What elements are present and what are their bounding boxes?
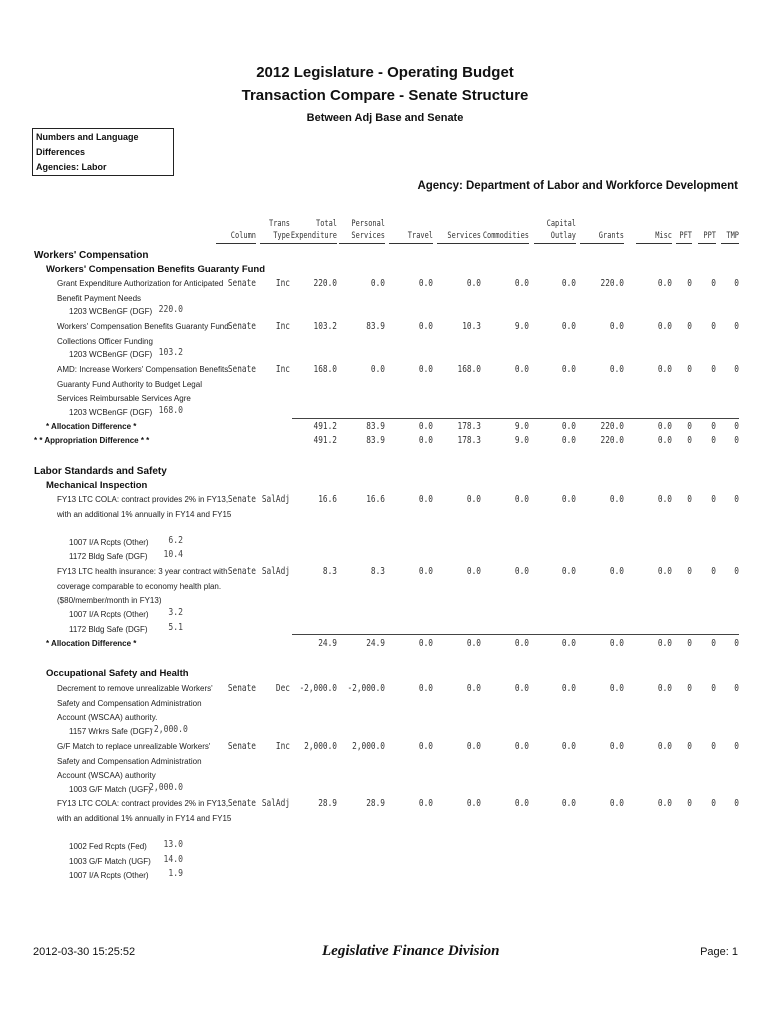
- column-header-top: Trans: [269, 219, 290, 229]
- allocation-difference-value: 0: [711, 638, 716, 649]
- transaction-value: Dec: [275, 683, 290, 694]
- fund-source: 1203 WCBenGF (DGF): [69, 350, 153, 359]
- transaction-value: 0.0: [466, 566, 481, 577]
- column-header-top: [575, 218, 624, 230]
- column-header-underline: [389, 243, 433, 244]
- allocation-difference-value: 24.9: [366, 638, 385, 649]
- info-box-line: Agencies: Labor: [36, 162, 107, 172]
- transaction-value: 0.0: [418, 494, 433, 505]
- column-header: [288, 218, 337, 242]
- column-header-label: Services: [447, 231, 481, 241]
- allocation-difference-value: 0.0: [561, 638, 576, 649]
- transaction-value: 0.0: [657, 798, 672, 809]
- fund-amount: 2,000.0: [149, 782, 184, 793]
- transaction-description: FY13 LTC COLA: contract provides 2% in FY13, with an additional 1% annually in FY14 and FY15: [57, 799, 232, 823]
- transaction-value: 0.0: [561, 798, 576, 809]
- column-header-top: [690, 218, 739, 230]
- column-header-top: Capital: [546, 219, 576, 229]
- appropriation-difference-value: 9.0: [514, 435, 529, 446]
- transaction-value: 220.0: [600, 278, 624, 289]
- transaction-description: FY13 LTC COLA: contract provides 2% in FY13, with an additional 1% annually in FY14 and FY15: [57, 495, 232, 519]
- allocation-difference-value: 0: [687, 421, 692, 432]
- transaction-description: G/F Match to replace unrealizable Workers' Safety and Compensation Administration Account (WSCAA) authority: [57, 742, 211, 780]
- transaction-value: 0: [711, 741, 716, 752]
- transaction-value: 0: [687, 683, 692, 694]
- transaction-value: 0: [711, 494, 716, 505]
- appropriation-difference-value: 0: [711, 435, 716, 446]
- transaction-value: 0: [734, 566, 739, 577]
- allocation-difference-value: 0.0: [657, 638, 672, 649]
- column-header-underline: [260, 243, 290, 244]
- transaction-value: 0.0: [561, 321, 576, 332]
- column-header-label: Grants: [598, 231, 624, 241]
- transaction-value: 0.0: [466, 741, 481, 752]
- transaction-value: 0.0: [657, 494, 672, 505]
- transaction-value: Senate: [227, 278, 256, 289]
- fund-source: 1003 G/F Match (UGF): [69, 785, 151, 794]
- transaction-value: 8.3: [322, 566, 337, 577]
- transaction-value: 0.0: [657, 364, 672, 375]
- transaction-value: 0.0: [609, 683, 624, 694]
- fund-amount: 168.0: [158, 405, 183, 416]
- column-header-underline: [289, 243, 337, 244]
- column-header-label: Expenditure: [290, 231, 337, 241]
- column-header-top: [432, 218, 481, 230]
- transaction-value: 103.2: [313, 321, 337, 332]
- transaction-value: 0.0: [514, 364, 529, 375]
- transaction-value: 0: [734, 278, 739, 289]
- allocation-difference-value: 0: [734, 421, 739, 432]
- allocation-difference-label: * Allocation Difference *: [46, 422, 137, 431]
- transaction-value: 0.0: [370, 364, 385, 375]
- info-box-line: Numbers and Language: [36, 132, 139, 142]
- transaction-value: 0.0: [561, 741, 576, 752]
- transaction-value: 0.0: [418, 278, 433, 289]
- transaction-value: 0.0: [657, 566, 672, 577]
- appropriation-difference-value: 0.0: [418, 435, 433, 446]
- fund-amount: -2,000.0: [149, 724, 188, 735]
- transaction-value: 8.3: [370, 566, 385, 577]
- fund-amount: 13.0: [163, 839, 183, 850]
- footer-page-number: Page: 1: [700, 946, 738, 958]
- transaction-value: 0.0: [514, 741, 529, 752]
- appropriation-difference-value: 0: [687, 435, 692, 446]
- allocation-difference-value: 0.0: [609, 638, 624, 649]
- appropriation-difference-value: 83.9: [366, 435, 385, 446]
- fund-amount: 3.2: [168, 607, 183, 618]
- report-comparison: Between Adj Base and Senate: [306, 112, 464, 124]
- fund-amount: 220.0: [158, 304, 183, 315]
- info-box: [32, 128, 174, 176]
- column-header: [527, 218, 576, 242]
- transaction-value: 0.0: [657, 321, 672, 332]
- transaction-value: 0: [734, 798, 739, 809]
- column-header-label: TMP: [726, 231, 739, 241]
- section-title: Labor Standards and Safety: [34, 466, 167, 477]
- column-header-underline: [216, 243, 256, 244]
- agency-title: Agency: Department of Labor and Workforce Development: [417, 180, 738, 192]
- column-header-label: Outlay: [550, 231, 576, 241]
- transaction-value: 0.0: [418, 566, 433, 577]
- appropriation-difference-value: 0.0: [657, 435, 672, 446]
- transaction-value: 0: [711, 364, 716, 375]
- column-header: [384, 218, 433, 242]
- fund-source: 1003 G/F Match (UGF): [69, 857, 151, 866]
- appropriation-difference-value: 220.0: [600, 435, 624, 446]
- column-header-label: Commodities: [482, 231, 529, 241]
- column-header-top: [480, 218, 529, 230]
- transaction-value: 0.0: [514, 278, 529, 289]
- transaction-value: 0.0: [370, 278, 385, 289]
- transaction-value: 168.0: [457, 364, 481, 375]
- transaction-value: SalAdj: [261, 798, 290, 809]
- footer-timestamp: 2012-03-30 15:25:52: [33, 946, 136, 958]
- transaction-value: 0: [711, 321, 716, 332]
- fund-amount: 103.2: [158, 347, 183, 358]
- transaction-value: Senate: [227, 798, 256, 809]
- transaction-value: 0: [687, 321, 692, 332]
- transaction-value: 0.0: [466, 798, 481, 809]
- transaction-value: 0.0: [561, 494, 576, 505]
- fund-amount: 6.2: [168, 535, 183, 546]
- fund-source: 1002 Fed Rcpts (Fed): [69, 842, 147, 851]
- transaction-value: 0.0: [514, 566, 529, 577]
- transaction-value: 0: [734, 741, 739, 752]
- transaction-value: 0: [687, 364, 692, 375]
- transaction-description: AMD: Increase Workers' Compensation Benefits Guaranty Fund Authority to Budget Legal Services Reimbursable Services Agre: [57, 365, 229, 403]
- fund-source: 1172 Bldg Safe (DGF): [69, 625, 148, 634]
- column-header-underline: [721, 243, 739, 244]
- report-subtitle: Transaction Compare - Senate Structure: [241, 87, 529, 104]
- allocation-difference-value: 491.2: [313, 421, 337, 432]
- transaction-value: 220.0: [313, 278, 337, 289]
- allocation-difference-value: 83.9: [366, 421, 385, 432]
- column-header-label: Travel: [407, 231, 433, 241]
- transaction-value: 9.0: [514, 321, 529, 332]
- column-header: [575, 218, 624, 242]
- transaction-value: 0.0: [418, 321, 433, 332]
- transaction-value: 0: [711, 798, 716, 809]
- transaction-value: 0.0: [466, 494, 481, 505]
- transaction-value: Inc: [275, 741, 290, 752]
- transaction-value: 0: [711, 278, 716, 289]
- column-header-label: Misc: [655, 231, 672, 241]
- transaction-value: 0: [687, 494, 692, 505]
- transaction-description: Grant Expenditure Authorization for Anticipated Benefit Payment Needs: [57, 279, 224, 303]
- transaction-value: 28.9: [366, 798, 385, 809]
- transaction-value: 0.0: [418, 798, 433, 809]
- transaction-value: Inc: [275, 321, 290, 332]
- appropriation-difference-value: 178.3: [457, 435, 481, 446]
- column-header: [336, 218, 385, 242]
- column-header-underline: [437, 243, 481, 244]
- column-header-label: Services: [351, 231, 385, 241]
- transaction-value: SalAdj: [261, 494, 290, 505]
- transaction-value: 0.0: [418, 364, 433, 375]
- transaction-value: 16.6: [318, 494, 337, 505]
- transaction-value: 0.0: [514, 683, 529, 694]
- allocation-difference-value: 178.3: [457, 421, 481, 432]
- transaction-value: 0: [734, 683, 739, 694]
- transaction-value: 0.0: [514, 798, 529, 809]
- fund-source: 1203 WCBenGF (DGF): [69, 408, 153, 417]
- transaction-value: 0: [734, 494, 739, 505]
- transaction-value: 0: [687, 566, 692, 577]
- column-header-label: Type: [273, 231, 290, 241]
- column-header-top: Personal: [351, 219, 385, 229]
- fund-source: 1157 Wrkrs Safe (DGF): [69, 727, 153, 736]
- fund-source: 1172 Bldg Safe (DGF): [69, 552, 148, 561]
- column-header-underline: [636, 243, 672, 244]
- transaction-value: 0.0: [657, 683, 672, 694]
- fund-source: 1203 WCBenGF (DGF): [69, 307, 153, 316]
- component-title: Occupational Safety and Health: [46, 668, 189, 679]
- transaction-value: 0.0: [657, 741, 672, 752]
- subtotal-rule: [292, 418, 739, 419]
- transaction-value: 0: [711, 566, 716, 577]
- transaction-value: Senate: [227, 566, 256, 577]
- allocation-difference-value: 0: [711, 421, 716, 432]
- transaction-value: 0: [711, 683, 716, 694]
- column-header-underline: [534, 243, 576, 244]
- transaction-value: Senate: [227, 494, 256, 505]
- transaction-value: 0.0: [609, 741, 624, 752]
- transaction-value: 0.0: [466, 278, 481, 289]
- transaction-value: 10.3: [462, 321, 481, 332]
- fund-source: 1007 I/A Rcpts (Other): [69, 610, 149, 619]
- report-title: 2012 Legislature - Operating Budget: [256, 64, 514, 81]
- transaction-value: 16.6: [366, 494, 385, 505]
- section-title: Workers' Compensation: [34, 250, 149, 261]
- transaction-value: 0: [734, 321, 739, 332]
- column-header-underline: [580, 243, 624, 244]
- transaction-value: Senate: [227, 321, 256, 332]
- transaction-value: SalAdj: [261, 566, 290, 577]
- transaction-value: 2,000.0: [352, 741, 385, 752]
- transaction-value: 2,000.0: [304, 741, 337, 752]
- column-header-underline: [479, 243, 529, 244]
- appropriation-difference-label: * * Appropriation Difference * *: [34, 436, 150, 445]
- transaction-value: 0.0: [514, 494, 529, 505]
- component-title: Mechanical Inspection: [46, 480, 148, 491]
- allocation-difference-value: 0: [734, 638, 739, 649]
- transaction-description: Decrement to remove unrealizable Workers' Safety and Compensation Administration Account (WSCAA) authority.: [57, 684, 213, 722]
- allocation-difference-value: 0.0: [657, 421, 672, 432]
- column-header-underline: [698, 243, 716, 244]
- fund-source: 1007 I/A Rcpts (Other): [69, 871, 149, 880]
- transaction-value: 0.0: [609, 321, 624, 332]
- transaction-value: 0.0: [418, 683, 433, 694]
- transaction-value: 28.9: [318, 798, 337, 809]
- column-header: [241, 218, 290, 242]
- column-header-label: Column: [230, 231, 256, 241]
- fund-amount: 1.9: [168, 868, 183, 879]
- fund-amount: 14.0: [163, 854, 183, 865]
- transaction-value: -2,000.0: [347, 683, 385, 694]
- subtotal-rule: [292, 634, 739, 635]
- transaction-value: Inc: [275, 364, 290, 375]
- transaction-value: Senate: [227, 364, 256, 375]
- footer-division: Legislative Finance Division: [322, 943, 500, 959]
- transaction-value: 0.0: [418, 741, 433, 752]
- allocation-difference-value: 0.0: [466, 638, 481, 649]
- column-header-underline: [676, 243, 692, 244]
- transaction-value: 0.0: [609, 798, 624, 809]
- allocation-difference-value: 9.0: [514, 421, 529, 432]
- transaction-value: 0.0: [561, 566, 576, 577]
- transaction-value: 0.0: [561, 364, 576, 375]
- allocation-difference-value: 0.0: [561, 421, 576, 432]
- column-header: [690, 218, 739, 242]
- allocation-difference-label: * Allocation Difference *: [46, 639, 137, 648]
- allocation-difference-value: 24.9: [318, 638, 337, 649]
- allocation-difference-value: 0: [687, 638, 692, 649]
- transaction-value: 0.0: [609, 566, 624, 577]
- transaction-value: 0.0: [657, 278, 672, 289]
- component-title: Workers' Compensation Benefits Guaranty Fund: [46, 264, 266, 275]
- appropriation-difference-value: 0: [734, 435, 739, 446]
- transaction-value: -2,000.0: [299, 683, 337, 694]
- transaction-value: 0: [687, 741, 692, 752]
- transaction-value: 0: [687, 278, 692, 289]
- transaction-value: 0.0: [466, 683, 481, 694]
- transaction-value: 0: [734, 364, 739, 375]
- transaction-description: FY13 LTC health insurance: 3 year contract with coverage comparable to economy health plan. ($80/member/month in FY13): [57, 567, 228, 605]
- transaction-value: Senate: [227, 683, 256, 694]
- allocation-difference-value: 0.0: [418, 421, 433, 432]
- fund-source: 1007 I/A Rcpts (Other): [69, 538, 149, 547]
- transaction-value: 0: [687, 798, 692, 809]
- allocation-difference-value: 220.0: [600, 421, 624, 432]
- transaction-value: Inc: [275, 278, 290, 289]
- transaction-description: Workers' Compensation Benefits Guaranty Fund Collections Officer Funding: [57, 322, 229, 346]
- transaction-value: 0.0: [561, 278, 576, 289]
- column-header-top: [384, 218, 433, 230]
- info-box-line: Differences: [36, 147, 86, 157]
- column-header-label: PPT: [703, 231, 716, 241]
- appropriation-difference-value: 491.2: [313, 435, 337, 446]
- transaction-value: 0.0: [609, 364, 624, 375]
- transaction-value: 0.0: [561, 683, 576, 694]
- column-header-underline: [339, 243, 385, 244]
- column-header-top: Total: [316, 219, 337, 229]
- fund-amount: 5.1: [168, 622, 183, 633]
- column-header: [432, 218, 481, 242]
- transaction-value: 83.9: [366, 321, 385, 332]
- fund-amount: 10.4: [163, 549, 183, 560]
- appropriation-difference-value: 0.0: [561, 435, 576, 446]
- transaction-value: 0.0: [609, 494, 624, 505]
- column-header-label: PFT: [679, 231, 692, 241]
- allocation-difference-value: 0.0: [514, 638, 529, 649]
- transaction-value: Senate: [227, 741, 256, 752]
- transaction-value: 168.0: [313, 364, 337, 375]
- allocation-difference-value: 0.0: [418, 638, 433, 649]
- column-header: [480, 218, 529, 242]
